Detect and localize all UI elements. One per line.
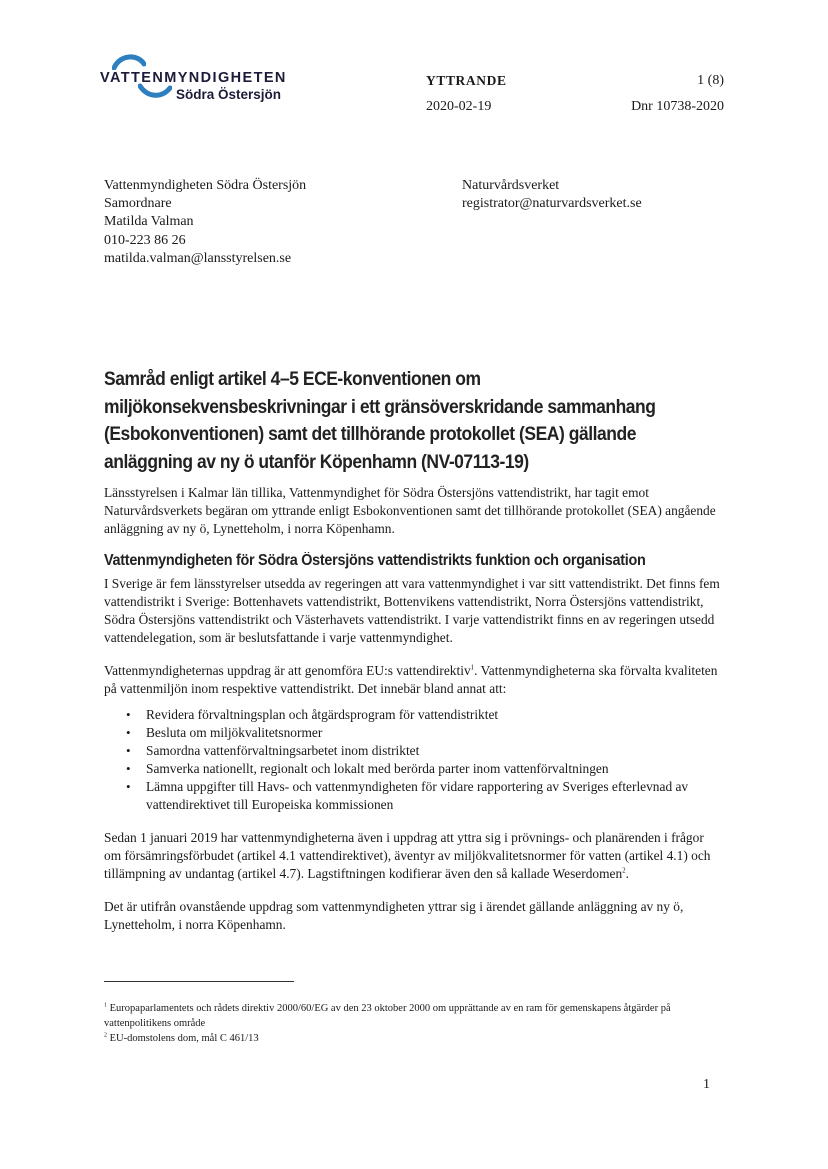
recipient-org: Naturvårdsverket <box>462 178 560 193</box>
list-item: • Lämna uppgifter till Havs- och vattenmyndigheten för vidare rapportering av Sveriges efterlevnad av vattendirektivet till Europeiska kommissionen <box>110 778 724 814</box>
sender-org: Vattenmyndigheten Södra Östersjön <box>104 178 307 193</box>
logo-name: VATTENMYNDIGHETEN <box>100 70 287 86</box>
paragraph-text: . <box>625 866 629 881</box>
page-count: 1 (8) <box>697 73 724 88</box>
title-line: miljökonsekvensbeskrivningar i ett gränsöverskridande sammanhang <box>104 396 656 418</box>
footnote-text: EU-domstolens dom, mål C 461/13 <box>109 1033 259 1044</box>
footnote-divider <box>104 981 294 982</box>
sender-phone: 010-223 86 26 <box>104 232 186 248</box>
list-item: • Samverka nationellt, regionalt och lokalt med berörda parter inom vattenförvaltningen <box>110 760 724 778</box>
wave-top-icon <box>112 52 146 70</box>
recipient-block <box>462 177 642 213</box>
sender-email: matilda.valman@lansstyrelsen.se <box>104 250 292 266</box>
case-number: Dnr 10738-2020 <box>631 99 724 114</box>
list-item: • Besluta om miljökvalitetsnormer <box>110 724 724 742</box>
footer-page-number: 1 <box>703 1077 710 1092</box>
paragraph-text: Sedan 1 januari 2019 har vattenmyndigheterna även i uppdrag att yttra sig i prövnings- och planärenden i frågor om försämringsförbudet (artikel 4.1 vattendirektivet), äventyr av miljökvalitetsnormer för vatten (artikel 4.1) och tillämpning av undantag (artikel 4.7). Lagstiftningen kodifierar även den så kallade Weserdomen <box>104 830 711 881</box>
paragraph-text: Vattenmyndigheternas uppdrag är att genomföra EU:s vattendirektiv <box>104 663 471 678</box>
list-item: • Revidera förvaltningsplan och åtgärdsprogram för vattendistriktet <box>110 706 724 724</box>
paragraph-since-2019 <box>104 829 724 883</box>
logo-subtitle: Södra Östersjön <box>176 87 282 102</box>
logo <box>100 52 290 108</box>
title-line: anläggning av ny ö utanför Köpenhamn (NV-07113-19) <box>104 451 529 473</box>
paragraph-mission <box>104 662 724 698</box>
paragraph-text: . Vattenmyndigheterna ska förvalta kvaliteten på vattenmiljön inom respektive vattendistrikt. Det innebär bland annat att: <box>104 663 718 696</box>
document-type: YTTRANDE <box>426 73 507 88</box>
sender-block <box>104 177 306 268</box>
document-date: 2020-02-19 <box>426 99 492 114</box>
list-item: • Samordna vattenförvaltningsarbetet inom distriktet <box>110 742 724 760</box>
document-title <box>104 366 693 476</box>
footnotes <box>104 1001 724 1046</box>
section-heading: Vattenmyndigheten för Södra Östersjöns vattendistrikts funktion och organisation <box>104 552 646 569</box>
recipient-email: registrator@naturvardsverket.se <box>462 196 642 212</box>
sender-name: Matilda Valman <box>104 214 194 230</box>
footnote <box>104 1031 724 1046</box>
footnote-text: Europaparlamentets och rådets direktiv 2000/60/EG av den 23 oktober 2000 om upprättande av en ram för gemenskapens åtgärder på vattenpolitikens område <box>104 1003 671 1029</box>
footnote-ref[interactable]: 1 <box>470 663 475 672</box>
task-list <box>104 706 724 814</box>
document-body <box>104 484 724 934</box>
footnote-mark: 2 <box>104 1032 107 1039</box>
wave-bottom-icon <box>138 82 172 100</box>
title-line: (Esbokonventionen) samt det tillhörande protokollet (SEA) gällande <box>104 424 636 445</box>
paragraph-districts: I Sverige är fem länsstyrelser utsedda av regeringen att vara vattenmyndighet i var sitt vattendistrikt. Det finns fem vattendistrikt i Sverige: Bottenhavets vattendistrikt, Bottenvikens vattendistrikt, Norra Östersjöns vattendistrikt, Södra Östersjöns vattendistrikt och Västerhavets vattendistrikt. I varje vattendistrikt finns en av regeringen utsedd vattendelegation, som är beslutsfattande i varje vattenmyndighet. <box>104 576 720 645</box>
intro-paragraph: Länsstyrelsen i Kalmar län tillika, Vattenmyndighet för Södra Östersjöns vattendistrikt, har tagit emot Naturvårdsverkets begäran om yttrande enligt Esbokonventionen samt det tillhörande protokollet (SEA) angående anläggning av ny ö, Lynetteholm, i norra Köpenhamn. <box>104 485 716 536</box>
footnote <box>104 1001 724 1031</box>
footnote-mark: 1 <box>104 1002 107 1009</box>
title-line: Samråd enligt artikel 4–5 ECE-konventionen om <box>104 369 481 390</box>
paragraph-conclusion: Det är utifrån ovanstående uppdrag som vattenmyndigheten yttrar sig i ärendet gällande anläggning av ny ö, Lynetteholm, i norra Köpenhamn. <box>104 899 684 932</box>
sender-role: Samordnare <box>104 196 172 212</box>
footnote-ref[interactable]: 2 <box>622 866 626 875</box>
